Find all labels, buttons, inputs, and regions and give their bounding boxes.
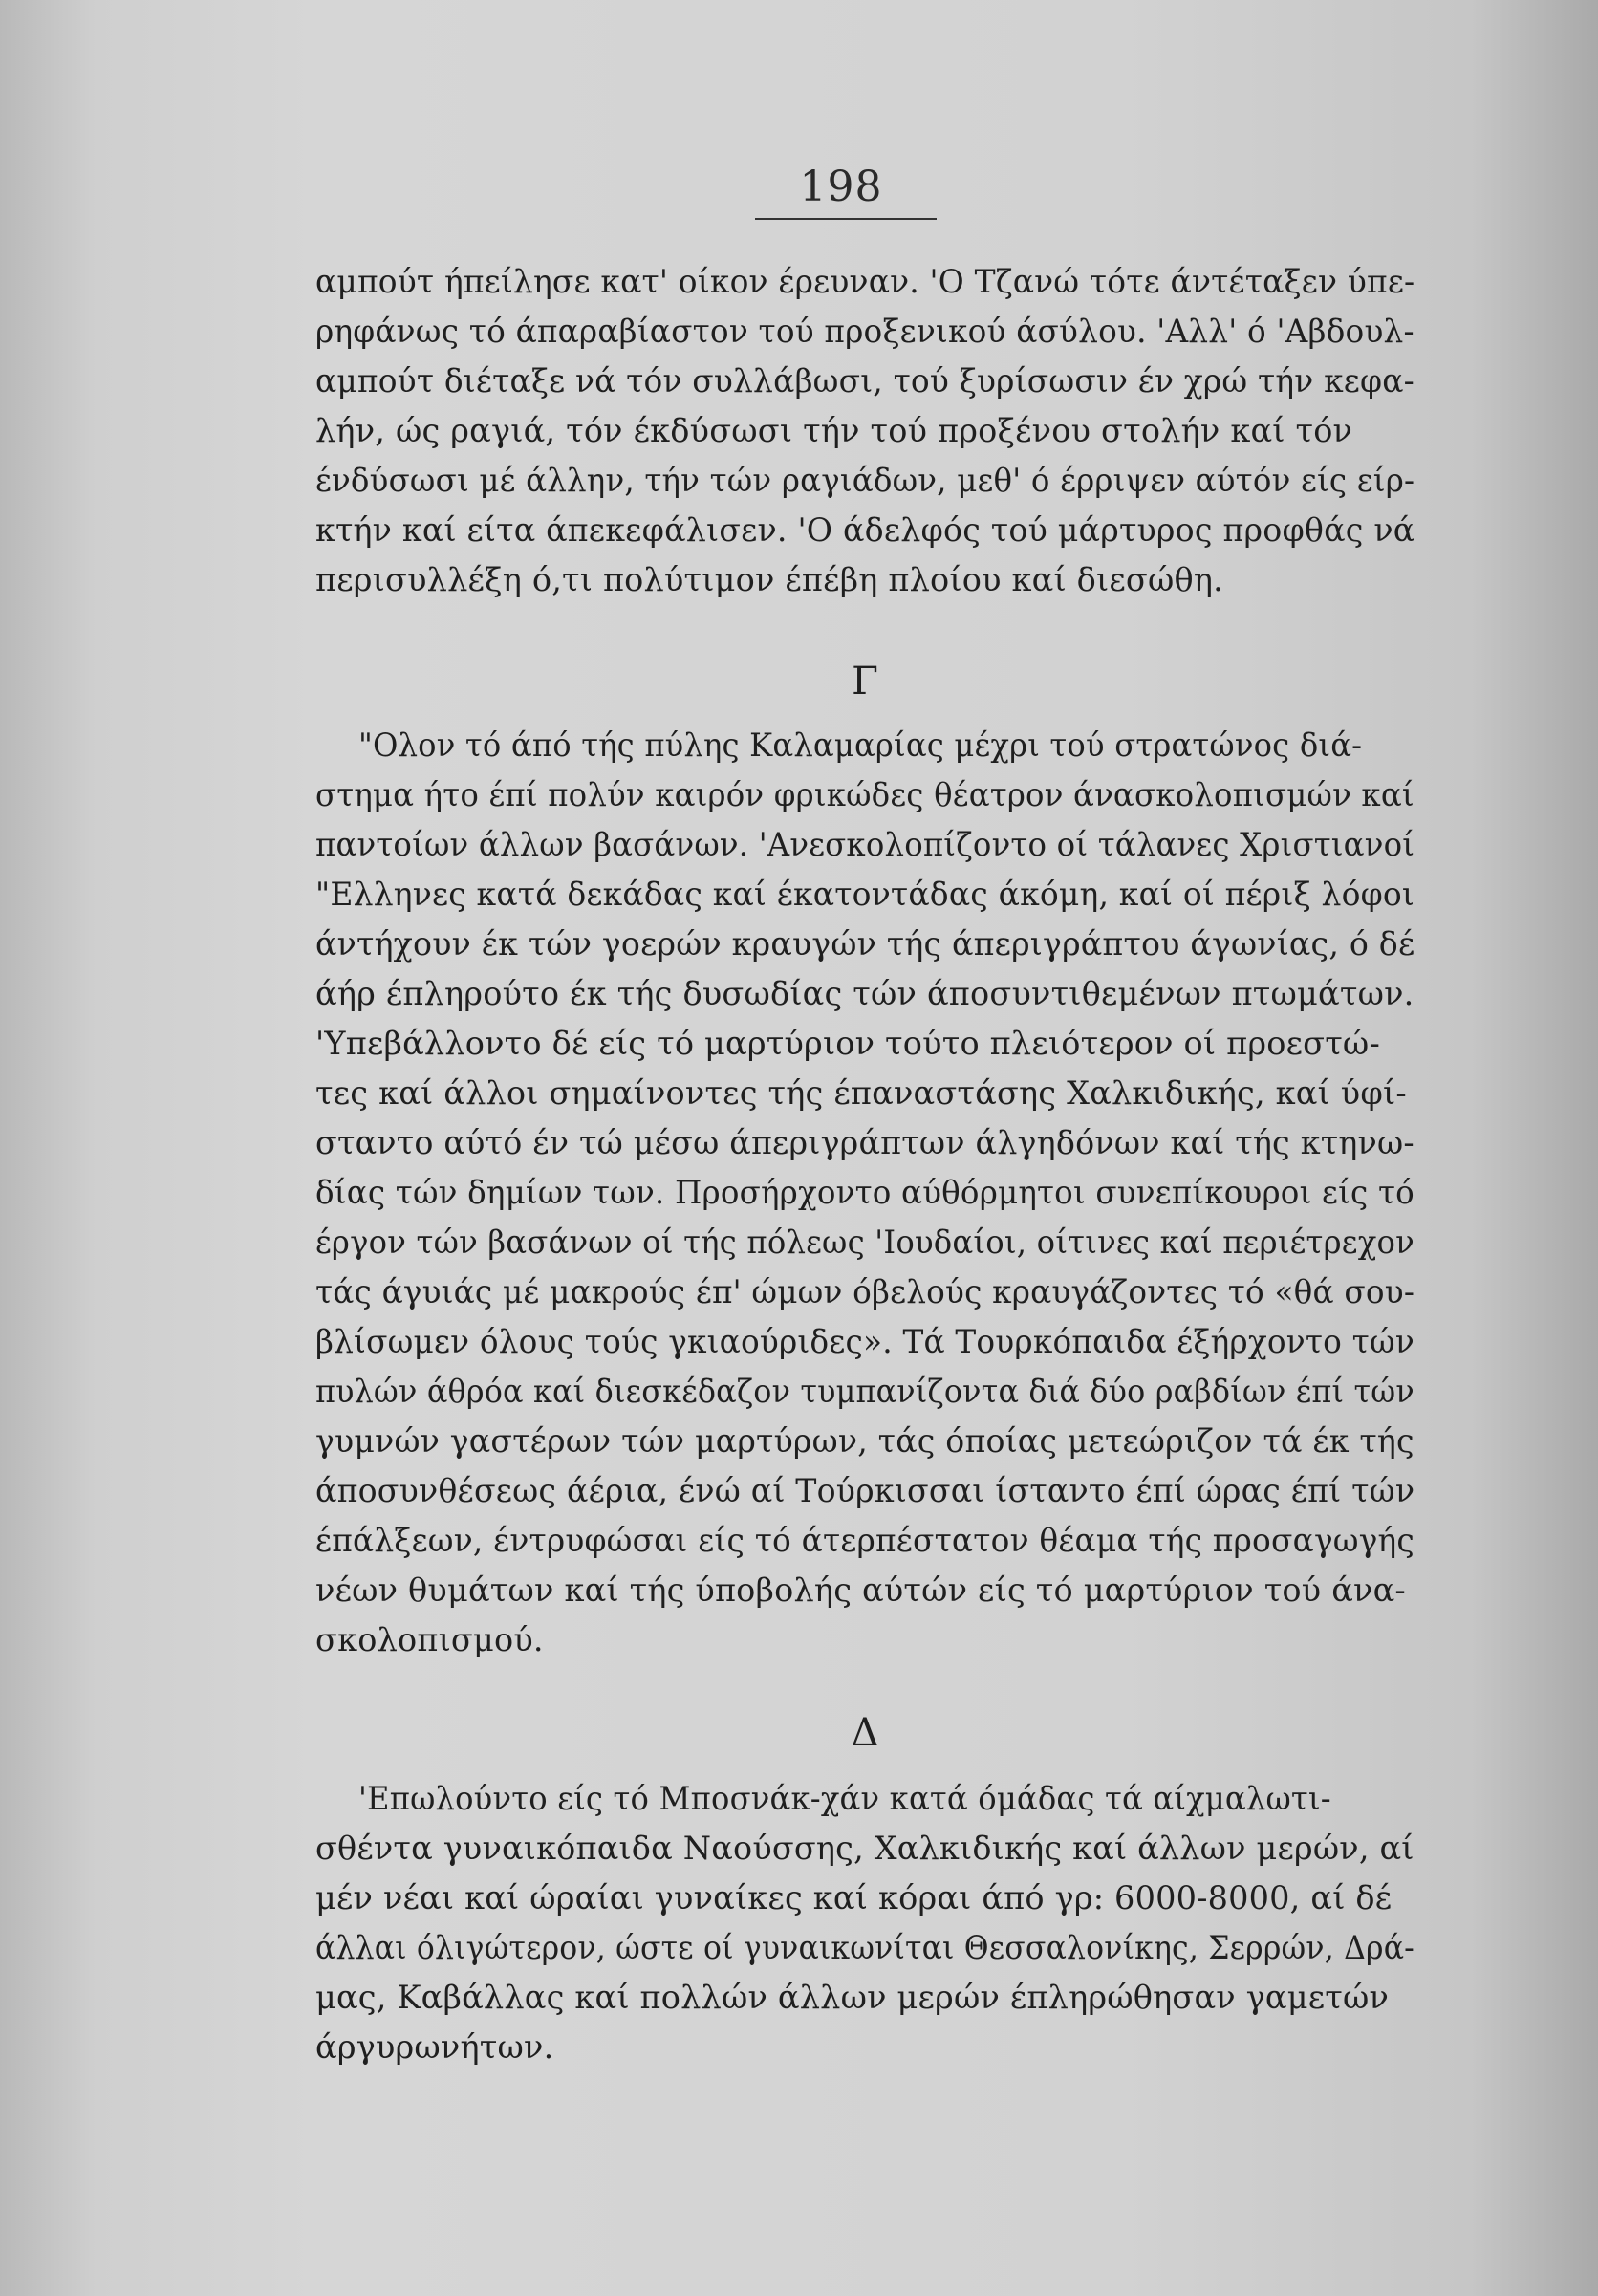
text-line: τες καί άλλοι σημαίνοντες τής έπαναστάσης Χαλκιδικής, καί ύφί- (315, 1074, 1407, 1112)
text-line: περισυλλέξη ό,τι πολύτιμον έπέβη πλοίου καί διεσώθη. (315, 561, 1223, 598)
section-heading-delta: Δ (851, 1711, 879, 1755)
text-line: σκολοπισμού. (315, 1621, 544, 1658)
text-line: αμπούτ διέταξε νά τόν συλλάβωσι, τού ξυρίσωσιν έν χρώ τήν κεφα- (315, 362, 1414, 400)
text-line: νέων θυμάτων καί τής ύποβολής αύτών είς τό μαρτύριον τού άνα- (315, 1571, 1406, 1609)
text-line: γυμνών γαστέρων τών μαρτύρων, τάς όποίας μετεώριζον τά έκ τής (315, 1422, 1414, 1460)
text-line: πυλών άθρόα καί διεσκέδαζον τυμπανίζοντα διά δύο ραβδίων έπί τών (315, 1373, 1414, 1410)
text-line: λήν, ώς ραγιά, τόν έκδύσωσι τήν τού προξένου στολήν καί τόν (315, 412, 1353, 449)
text-line: άήρ έπληρούτο έκ τής δυσωδίας τών άποσυντιθεμένων πτωμάτων. (315, 975, 1414, 1012)
text-line: έργον τών βασάνων οί τής πόλεως 'Ιουδαίοι, οίτινες καί περιέτρεχον (315, 1224, 1414, 1261)
text-line: παντοίων άλλων βασάνων. 'Ανεσκολοπίζοντο οί τάλανες Χριστιανοί (315, 826, 1415, 863)
text-line: άργυρωνήτων. (315, 2028, 554, 2066)
text-line: μέν νέαι καί ώραίαι γυναίκες καί κόραι άπό γρ: 6000-8000, αί δέ (315, 1879, 1393, 1917)
text-line: ρηφάνως τό άπαραβίαστον τού προξενικού άσύλου. 'Αλλ' ό 'Αβδουλ- (315, 313, 1414, 350)
text-line: δίας τών δημίων των. Προσήρχοντο αύθόρμητοι συνεπίκουροι είς τό (315, 1174, 1414, 1211)
text-line: "Ελληνες κατά δεκάδας καί έκατοντάδας άκόμη, καί οί πέριξ λόφοι (315, 876, 1415, 913)
text-line: έπάλξεων, έντρυφώσαι είς τό άτερπέστατον θέαμα τής προσαγωγής (315, 1522, 1414, 1559)
text-line: "Ολον τό άπό τής πύλης Καλαμαρίας μέχρι τού στρατώνος διά- (358, 726, 1363, 764)
text-line: σταντο αύτό έν τώ μέσω άπεριγράπτων άλγηδόνων καί τής κτηνω- (315, 1124, 1414, 1161)
text-line: άλλαι όλιγώτερον, ώστε οί γυναικωνίται Θεσσαλονίκης, Σερρών, Δρά- (315, 1929, 1414, 1966)
page-number: 198 (799, 162, 883, 211)
text-line: σθέντα γυναικόπαιδα Ναούσσης, Χαλκιδικής καί άλλων μερών, αί (315, 1830, 1414, 1867)
text-line: βλίσωμεν όλους τούς γκιαούριδες». Τά Τουρκόπαιδα έξήρχοντο τών (315, 1323, 1414, 1360)
text-line: 'Υπεβάλλοντο δέ είς τό μαρτύριον τούτο πλειότερον οί προεστώ- (315, 1025, 1380, 1062)
text-line: στημα ήτο έπί πολύν καιρόν φρικώδες θέατρον άνασκολοπισμών καί (315, 776, 1414, 813)
text-line: αμπούτ ήπείλησε κατ' οίκον έρευναν. 'Ο Τζανώ τότε άντέταξεν ύπε- (315, 263, 1415, 300)
text-line: άντήχουν έκ τών γοερών κραυγών τής άπεριγράπτου άγωνίας, ό δέ (315, 925, 1415, 963)
text-line: τάς άγυιάς μέ μακρούς έπ' ώμων όβελούς κραυγάζοντες τό «θά σου- (315, 1273, 1415, 1310)
text-line: κτήν καί είτα άπεκεφάλισεν. 'Ο άδελφός τού μάρτυρος προφθάς νά (315, 511, 1415, 549)
text-line: άποσυνθέσεως άέρια, ένώ αί Τούρκισσαι ίσταντο έπί ώρας έπί τών (315, 1472, 1415, 1509)
text-line: ένδύσωσι μέ άλλην, τήν τών ραγιάδων, μεθ' ό έρριψεν αύτόν είς είρ- (315, 462, 1415, 499)
page-number-rule (755, 218, 937, 220)
text-line: 'Επωλούντο είς τό Μποσνάκ-χάν κατά όμάδας τά αίχμαλωτι- (358, 1780, 1331, 1817)
text-line: μας, Καβάλλας καί πολλών άλλων μερών έπληρώθησαν γαμετών (315, 1979, 1390, 2016)
section-heading-gamma: Γ (852, 660, 878, 704)
